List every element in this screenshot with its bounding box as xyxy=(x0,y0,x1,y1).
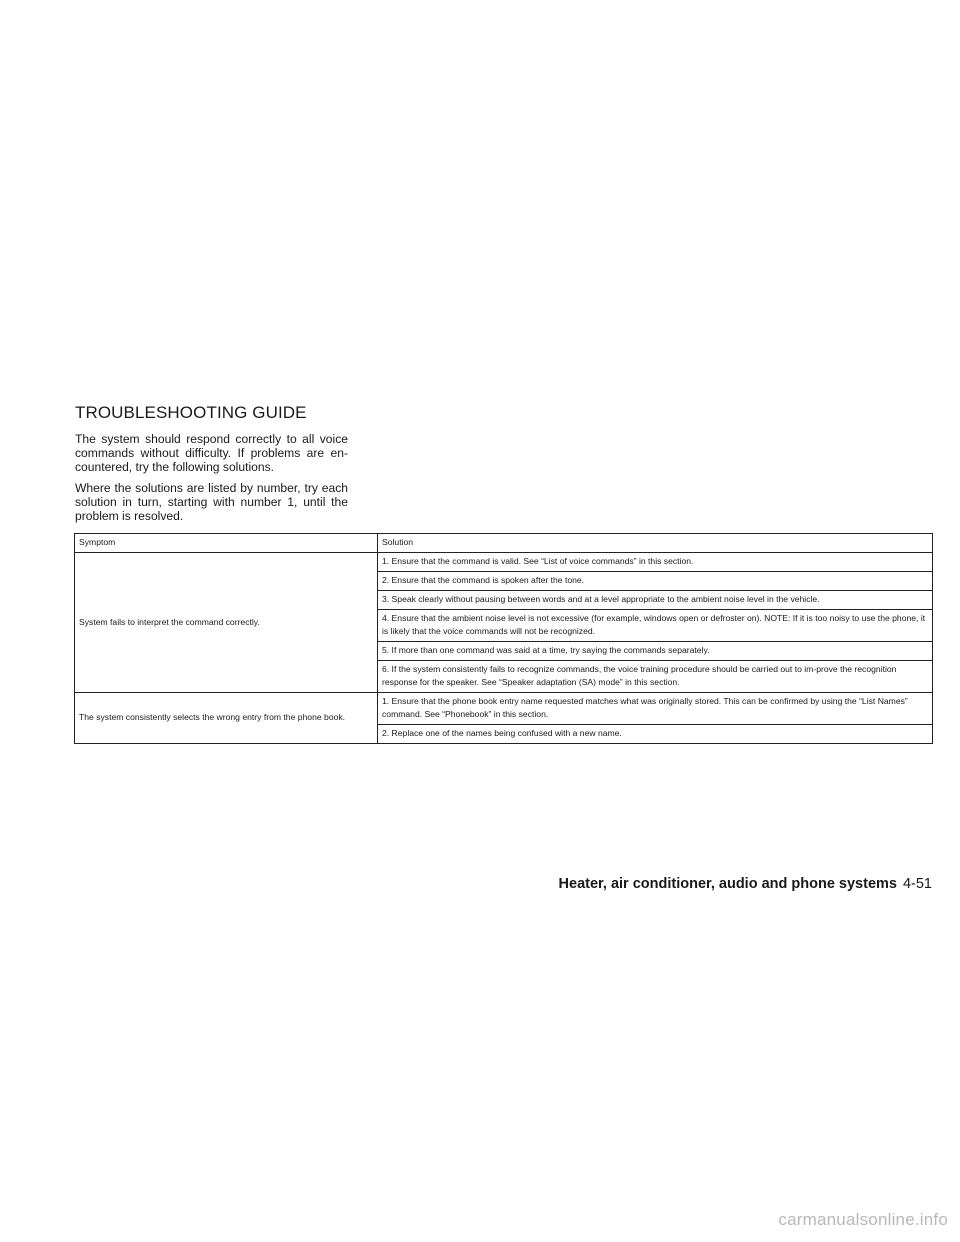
solution-cell: 1. Ensure that the command is valid. See “List of voice commands” in this section. xyxy=(378,553,933,572)
table-header-row xyxy=(75,534,933,553)
solution-cell: 4. Ensure that the ambient noise level is not excessive (for example, windows open or defroster on). NOTE: If it is too noisy to use the phone, it is likely that the voice commands will not be recognized. xyxy=(378,610,933,642)
page-number: 4-51 xyxy=(902,876,932,892)
troubleshooting-table xyxy=(74,533,933,744)
solution-cell: 2. Ensure that the command is spoken after the tone. xyxy=(378,572,933,591)
symptom-cell: System fails to interpret the command correctly. xyxy=(75,553,378,693)
symptom-column-header: Symptom xyxy=(75,534,378,553)
solution-cell: 3. Speak clearly without pausing between words and at a level appropriate to the ambient noise level in the vehicle. xyxy=(378,591,933,610)
page-footer xyxy=(559,876,932,892)
symptom-cell: The system consistently selects the wrong entry from the phone book. xyxy=(75,693,378,744)
intro-paragraph: Where the solutions are listed by number, try each solution in turn, starting with number 1, until the problem is resolved. xyxy=(75,481,348,523)
solution-cell: 1. Ensure that the phone book entry name requested matches what was originally stored. This can be confirmed by using the “List Names” command. See “Phonebook” in this section. xyxy=(378,693,933,725)
solution-cell: 6. If the system consistently fails to recognize commands, the voice training procedure should be carried out to im-prove the recognition response for the speaker. See “Speaker adaptation (SA) mode” in this section. xyxy=(378,661,933,693)
table-row xyxy=(75,693,933,725)
section-title: TROUBLESHOOTING GUIDE xyxy=(75,403,307,422)
solution-cell: 2. Replace one of the names being confused with a new name. xyxy=(378,725,933,744)
intro-text xyxy=(75,432,348,530)
intro-paragraph: The system should respond correctly to all voice commands without difficulty. If problems are en-countered, try the following solutions. xyxy=(75,432,348,474)
solution-column-header: Solution xyxy=(378,534,933,553)
footer-section-title: Heater, air conditioner, audio and phone systems xyxy=(558,876,897,892)
table-row xyxy=(75,553,933,572)
solution-cell: 5. If more than one command was said at a time, try saying the commands separately. xyxy=(378,642,933,661)
watermark: carmanualsonline.info xyxy=(778,1210,948,1229)
